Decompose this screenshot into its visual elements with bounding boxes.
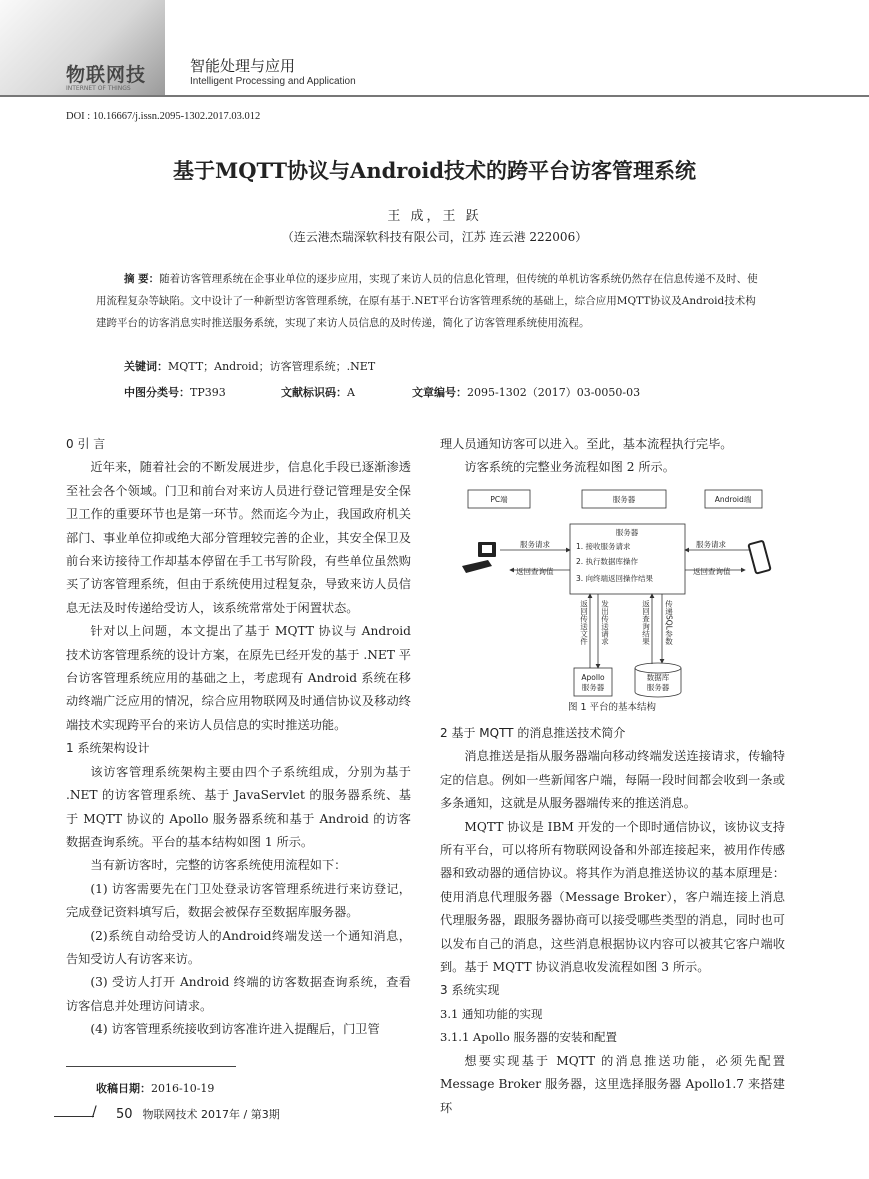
page-number: 50	[116, 1107, 133, 1122]
server-step-1: 1. 接收服务请求	[576, 542, 631, 551]
apollo-label-2: 服务器	[581, 683, 605, 692]
figure-caption: 图 1 平台的基本结构	[567, 702, 657, 713]
db-top	[635, 663, 681, 673]
db-label-1: 数据库	[646, 673, 670, 682]
logo-text: 物联网技	[66, 64, 147, 86]
abstract-text: 随着访客管理系统在企事业单位的逐步应用，实现了来访人员的信息化管理，但传统的单机访客系统仍然存在信息传递不及时、使用流程复杂等缺陷。文中设计了一种新型访客管理系统，在原有基于.NET平台访客管理系统的基础上，综合应用MQTT协议及Android技术构建跨平台的访客消息实时推送服务系统，实现了来访人员信息的及时传递，简化了访客管理系统使用流程。	[96, 273, 758, 329]
android-label: Android端	[714, 495, 752, 504]
paragraph: (4) 访客管理系统接收到访客准许进入提醒后，门卫管	[90, 1022, 380, 1037]
header-rule	[0, 95, 869, 97]
left-request-label: 服务请求	[520, 540, 550, 549]
doi: DOI : 10.16667/j.issn.2095-1302.2017.03.012	[66, 111, 261, 122]
received-date: 收稿日期：2016-10-19	[96, 1082, 215, 1095]
footer-rule	[54, 1116, 94, 1117]
right-request-label: 服务请求	[696, 540, 726, 549]
vertical-label-1: 返回传送文件	[579, 600, 589, 645]
document-code: 文献标识码：A	[281, 386, 355, 399]
paragraph: 该访客管理系统架构主要由四个子系统组成，分别为基于 .NET 的访客管理系统、基于 JavaServlet 的服务器系统、基于 MQTT 协议的 Apollo 服务器系统和基于 Android 的访客数据查询系统。平台的基本结构如图 1 所示。	[66, 764, 411, 849]
section-heading: 1 系统架构设计	[66, 741, 150, 756]
journal-section-cn: 智能处理与应用	[190, 57, 296, 75]
paragraph: 近年来，随着社会的不断发展进步，信息化手段已逐渐渗透至社会各个领域。门卫和前台对来访人员进行登记管理是安全保卫工作的重要环节也是第一环节。然而迄今为止，我国政府机关部门、事业单位抑或绝大部分管理较完善的企业，其安全保卫及前台来访接待工作却基本停留在手工书写阶段，有些单位虽然购买了访客管理系统，但由于系统使用过程复杂，导致来访人员信息无法及时传递给受访人，该系统常常处于闲置状态。	[66, 460, 411, 615]
paragraph: (2)系统自动给受访人的Android终端发送一个通知消息，告知受访人有访客来访。	[66, 928, 411, 966]
abstract-label: 摘 要：	[124, 273, 160, 285]
affiliation: （连云港杰瑞深软科技有限公司，江苏 连云港 222006）	[281, 230, 588, 244]
paragraph: 想要实现基于 MQTT 的消息推送功能，必须先配置 Message Broker 服务器，这里选择服务器 Apollo1.7 来搭建环	[440, 1053, 785, 1115]
server-title: 服务器	[615, 528, 639, 537]
journal-section-en: Intelligent Processing and Application	[190, 76, 356, 87]
clc-number: 中图分类号：TP393	[124, 386, 226, 399]
footer-slash: /	[92, 1104, 97, 1120]
server-step-2: 2. 执行数据库操作	[576, 557, 639, 566]
right-column-top	[440, 433, 785, 480]
paragraph: 当有新访客时，完整的访客系统使用流程如下：	[90, 858, 347, 873]
subsubsection-heading: 3.1.1 Apollo 服务器的安装和配置	[440, 1030, 617, 1045]
page-header	[0, 0, 869, 96]
keywords	[124, 358, 375, 374]
paper-title: 基于MQTT协议与Android技术的跨平台访客管理系统	[172, 158, 697, 183]
paragraph: (3) 受访人打开 Android 终端的访客数据查询系统，查看访客信息并处理访问请求。	[66, 975, 411, 1013]
apollo-label-1: Apollo	[581, 673, 605, 682]
logo-subtext: INTERNET OF THINGS	[66, 85, 131, 92]
authors: 王 成，王 跃	[387, 209, 482, 224]
paragraph: 理人员通知访客可以进入。至此，基本流程执行完毕。	[440, 437, 733, 451]
keywords-text: MQTT；Android；访客管理系统；.NET	[168, 360, 376, 373]
section-heading: 0 引 言	[66, 437, 106, 451]
footnote-rule	[66, 1066, 236, 1067]
server-top-label: 服务器	[612, 495, 636, 504]
keywords-label: 关键词：	[124, 360, 168, 373]
figure-1-diagram	[440, 484, 785, 714]
journal-logo	[66, 60, 146, 92]
abstract	[96, 268, 764, 334]
paragraph: 访客系统的完整业务流程如图 2 所示。	[464, 460, 675, 475]
db-label-2: 服务器	[646, 683, 670, 692]
paragraph: 消息推送是指从服务器端向移动终端发送连接请求，传输特定的信息。例如一些新闻客户端，每隔一段时间都会收到一条或多条通知，这就是从服务器端传来的推送消息。	[440, 749, 785, 811]
pc-icon	[462, 542, 496, 573]
phone-icon	[748, 541, 770, 574]
left-column	[66, 433, 411, 1042]
paragraph: 针对以上问题，本文提出了基于 MQTT 协议与 Android 技术访客管理系统的设计方案，在原先已经开发的基于 .NET 平台访客管理系统应用的基础之上，考虑现有 Android 系统在移动终端广泛应用的情况，综合应用物联网及时通信协议及移动终端技术实现跨平台的来访人员信息的实时推送功能。	[66, 624, 411, 732]
server-step-3: 3. 向终端返回操作结果	[576, 574, 654, 583]
left-return-label: 返回查询值	[516, 567, 554, 576]
section-heading: 2 基于 MQTT 的消息推送技术简介	[440, 726, 626, 740]
pc-label: PC端	[490, 495, 508, 504]
vertical-label-4: 传递SQL参数	[664, 600, 674, 645]
subsection-heading: 3.1 通知功能的实现	[440, 1006, 543, 1021]
vertical-label-2: 发出传送请求	[600, 600, 610, 645]
right-column-bottom	[440, 722, 785, 1120]
paragraph: (1) 访客需要先在门卫处登录访客管理系统进行来访登记，完成登记资料填写后，数据会被保存至数据库服务器。	[66, 881, 411, 920]
vertical-label-3: 返回查询结果	[641, 600, 651, 645]
right-return-label: 返回查询值	[693, 567, 731, 576]
article-number: 文章编号：2095-1302（2017）03-0050-03	[412, 386, 641, 399]
footer-journal: 物联网技术 2017年 / 第3期	[142, 1108, 280, 1121]
page-footer	[116, 1106, 280, 1122]
paragraph: MQTT 协议是 IBM 开发的一个即时通信协议，该协议支持所有平台，可以将所有物联网设备和外部连接起来，被用作传感器和致动器的通信协议。将其作为消息推送协议的基本原理是：使用消息代理服务器（Message Broker），客户端连接上消息代理服务器，跟服务器协商可以接受哪些类型的消息，同时也可以发布自己的消息，这些消息根据协议内容可以被其它客户端收到。基于 MQTT 协议消息收发流程如图 3 所示。	[440, 819, 785, 975]
section-heading: 3 系统实现	[440, 983, 500, 998]
